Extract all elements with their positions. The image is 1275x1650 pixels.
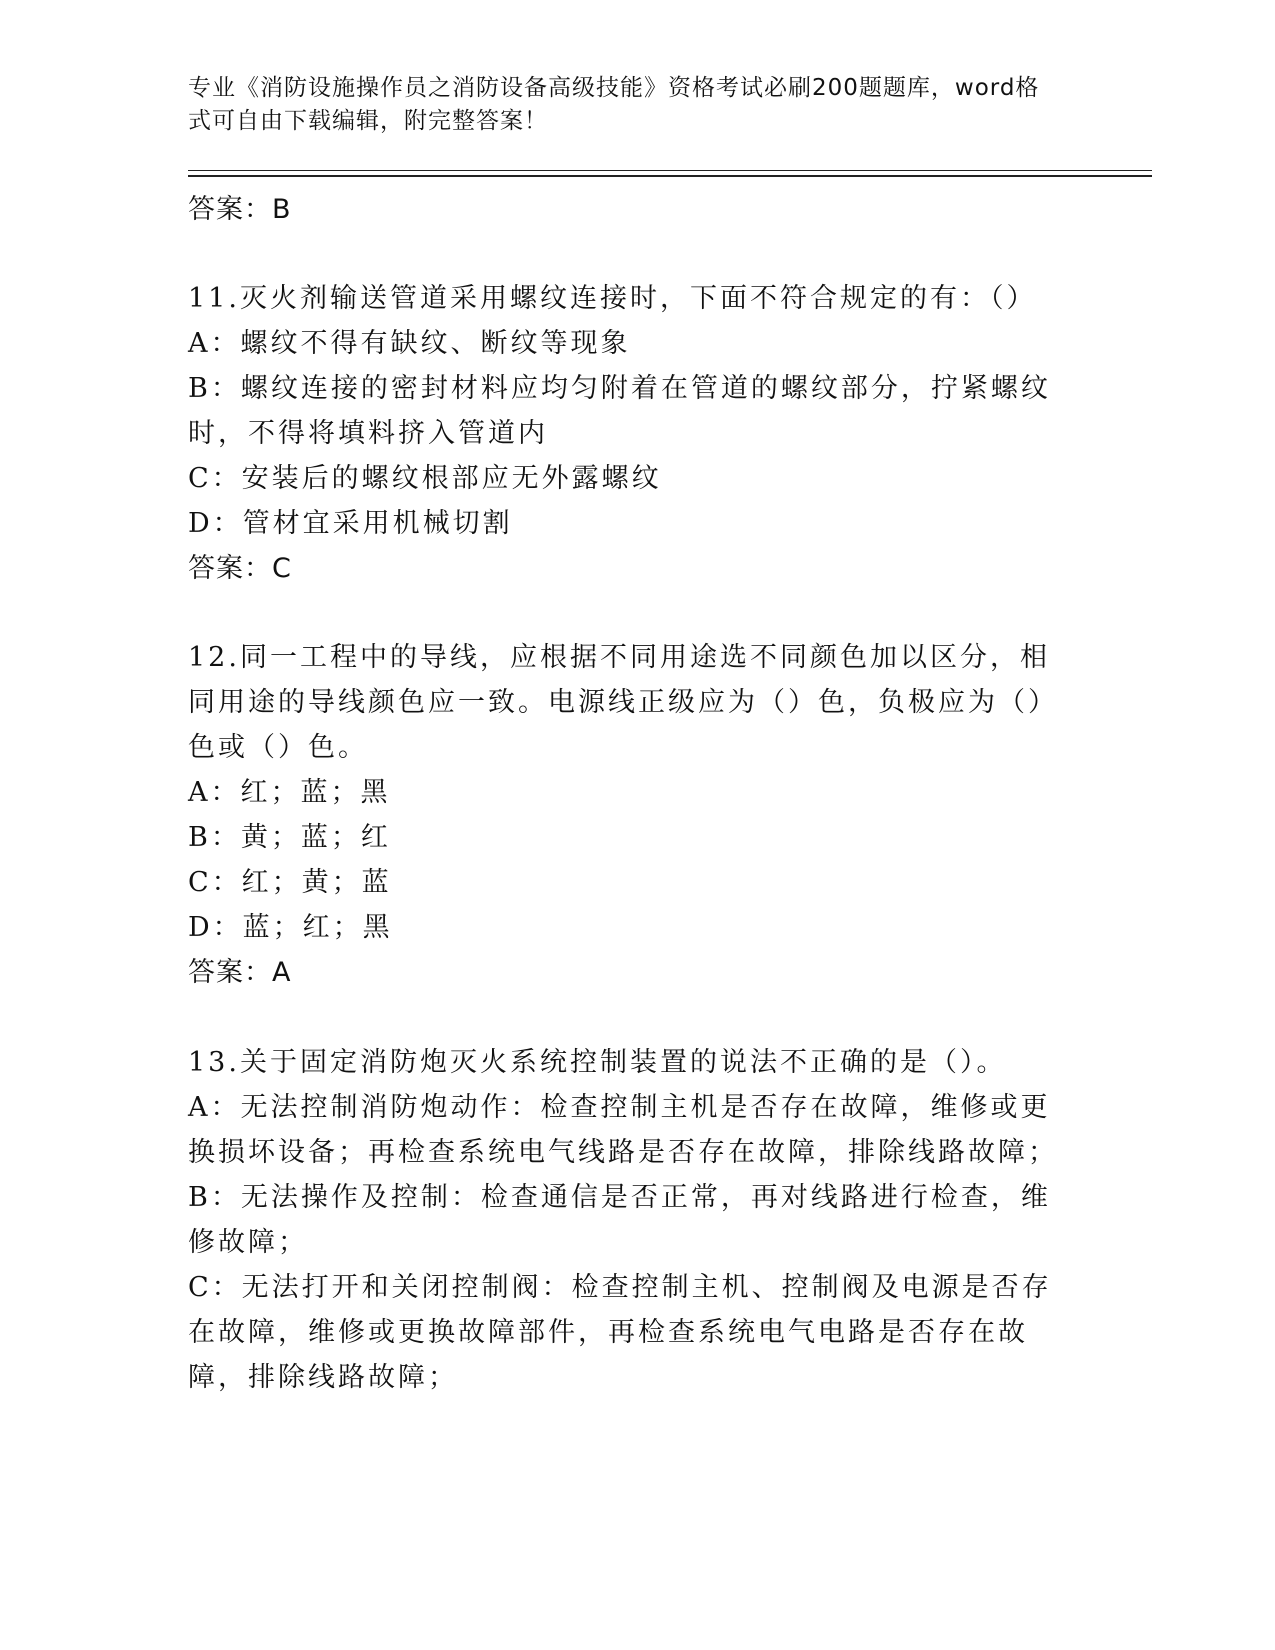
- answer: 答案：A: [188, 957, 292, 988]
- document-header: [188, 72, 1068, 138]
- previous-answer: 答案：B: [188, 194, 292, 225]
- option-a: A：无法控制消防炮动作：检查控制主机是否存在故障，维修或更换损坏设备；再检查系统电气线路是否存在故障，排除线路故障；: [188, 1092, 1058, 1168]
- option-d: D：管材宜采用机械切割: [188, 508, 513, 539]
- header-line-1: 专业《消防设施操作员之消防设备高级技能》资格考试必刷200题题库，word格: [188, 75, 1040, 101]
- option-a: A：螺纹不得有缺纹、断纹等现象: [188, 328, 631, 359]
- question-12: [188, 635, 1068, 995]
- option-c: C：无法打开和关闭控制阀：检查控制主机、控制阀及电源是否存在故障，维修或更换故障部件，再检查系统电气电路是否存在故障，排除线路故障；: [188, 1272, 1052, 1393]
- option-d: D：蓝；红；黑: [188, 912, 393, 943]
- question-13: [188, 1040, 1068, 1400]
- option-b: B：无法操作及控制：检查通信是否正常，再对线路进行检查，维修故障；: [188, 1182, 1051, 1258]
- answer: 答案：C: [188, 553, 292, 584]
- option-a: A：红；蓝；黑: [188, 777, 391, 808]
- header-rule-thin: [188, 170, 1152, 171]
- question-11: [188, 276, 1068, 591]
- question-stem: 13.关于固定消防炮灭火系统控制装置的说法不正确的是（）。: [188, 1047, 1007, 1078]
- option-b: B：黄；蓝；红: [188, 822, 391, 853]
- option-c: C：红；黄；蓝: [188, 867, 392, 898]
- question-stem: 11.灭火剂输送管道采用螺纹连接时，下面不符合规定的有：（）: [188, 283, 1037, 314]
- option-c: C：安装后的螺纹根部应无外露螺纹: [188, 463, 662, 494]
- header-rule-thick: [188, 175, 1152, 177]
- header-line-2: 式可自由下载编辑，附完整答案！: [188, 108, 548, 134]
- question-stem: 12.同一工程中的导线，应根据不同用途选不同颜色加以区分，相同用途的导线颜色应一致。电源线正级应为（）色，负极应为（）色或（）色。: [188, 642, 1058, 763]
- option-b: B：螺纹连接的密封材料应均匀附着在管道的螺纹部分，拧紧螺纹时，不得将填料挤入管道内: [188, 373, 1051, 449]
